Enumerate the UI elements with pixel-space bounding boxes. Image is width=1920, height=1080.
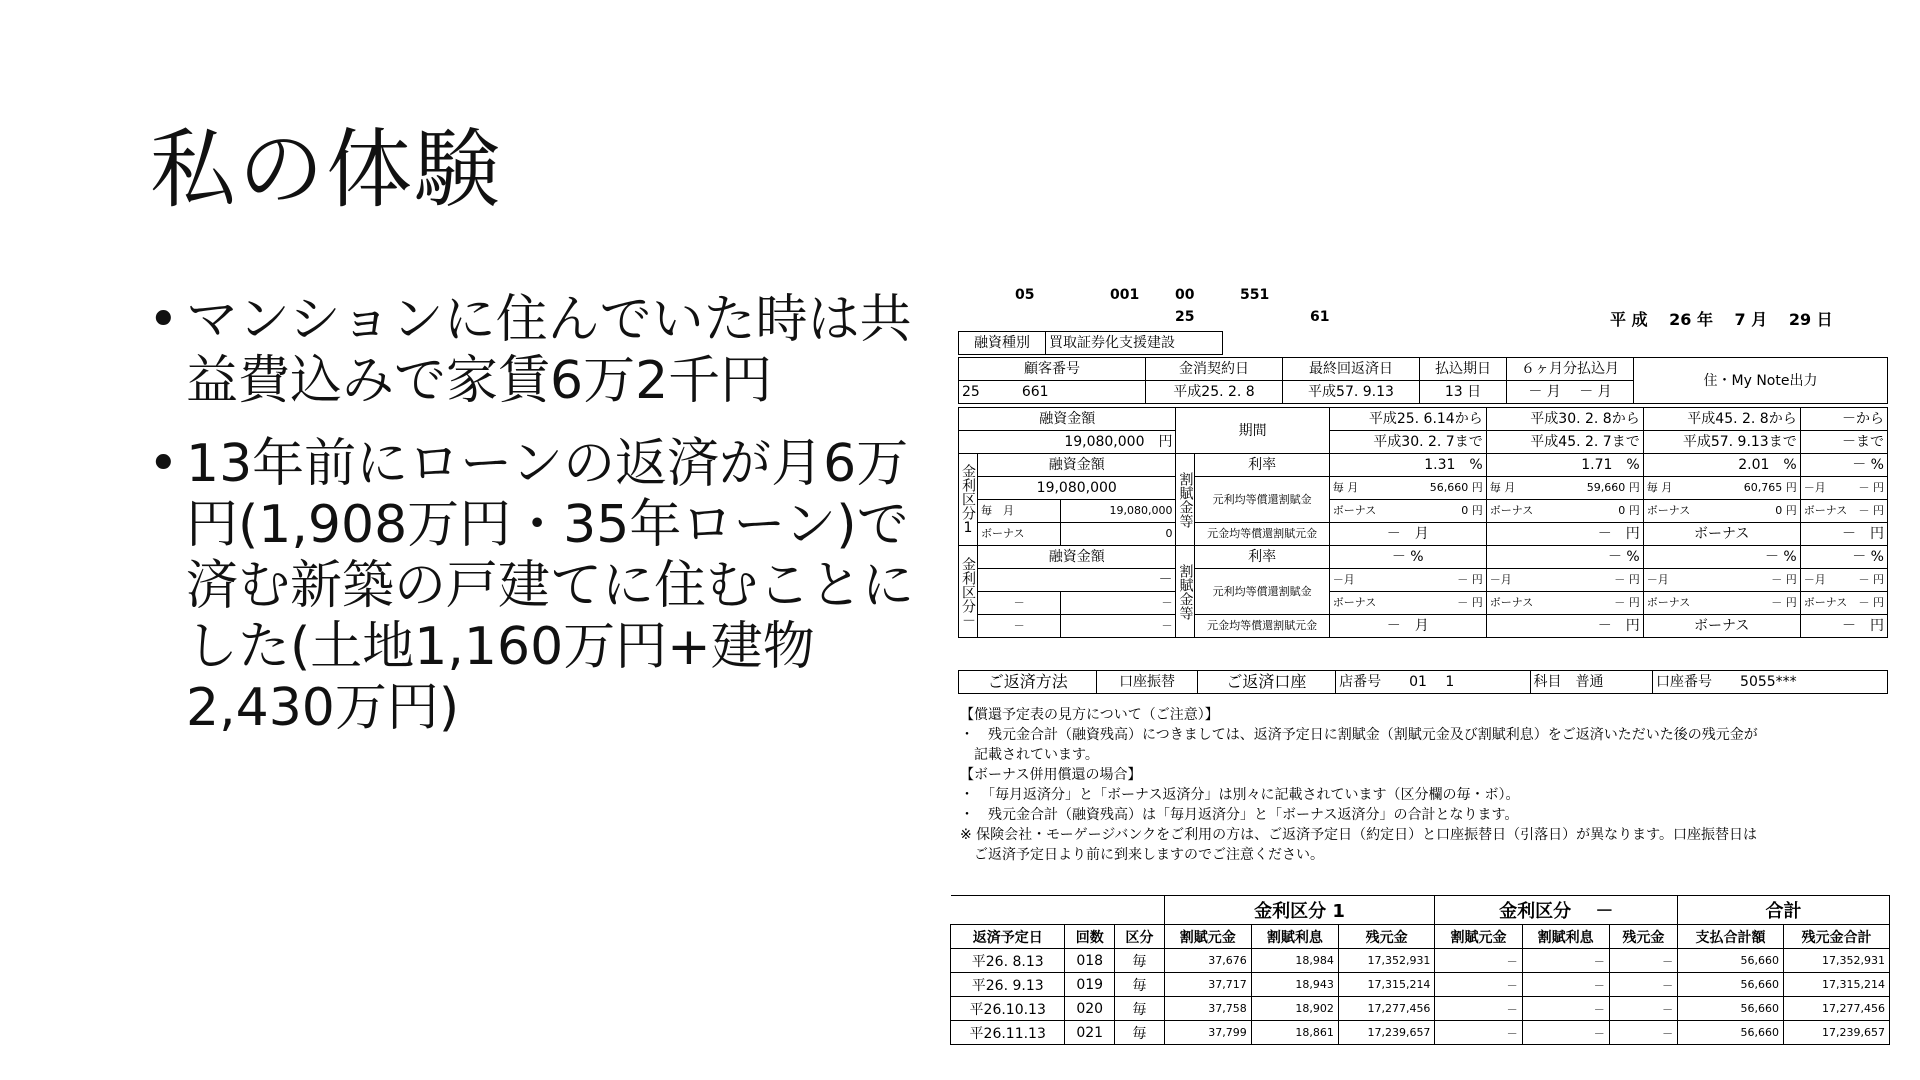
bullet-list — [148, 290, 928, 761]
schedule-count: 018 — [1065, 949, 1115, 973]
monthly-payment-1 — [1329, 477, 1486, 500]
schedule-empty-header — [951, 896, 1165, 925]
rate-1: 1.31 % — [1329, 454, 1486, 477]
schedule-cell: － — [1522, 997, 1609, 1021]
branch-cell — [1336, 671, 1530, 694]
repayment-method-table — [958, 670, 1888, 694]
schedule-column-header: 残元金 — [1609, 925, 1677, 949]
note-line: ・ 残元金合計（融資残高）は「毎月返済分」と「ボーナス返済分」の合計となります。 — [960, 807, 1519, 823]
period-4-from: －から — [1800, 408, 1887, 431]
doc-code: 00 — [1175, 287, 1195, 303]
rate-label: 利率 — [1195, 546, 1329, 569]
table-row — [951, 1021, 1890, 1045]
equal-payment-label: 元利均等償還割賦金 — [1195, 477, 1329, 523]
note-line: 記載されています。 — [960, 747, 1099, 763]
schedule-cell: 56,660 — [1678, 949, 1784, 973]
bonus-label: ボーナス — [1646, 504, 1691, 517]
monthly-value: － 円 — [1457, 573, 1483, 586]
monthly-label: 毎 月 — [978, 500, 1061, 523]
bonus-payment-cell — [1643, 592, 1800, 615]
bonus-value: 0 円 — [1461, 504, 1483, 517]
monthly-label: －月 — [1803, 481, 1826, 494]
slide-title: 私の体験 — [150, 120, 502, 220]
schedule-cell: 18,984 — [1251, 949, 1338, 973]
doc-code: 25 — [1175, 309, 1195, 325]
schedule-cell: － — [1609, 973, 1677, 997]
bonus-value: － 円 — [1457, 596, 1483, 609]
bonus-payment-cell — [1800, 592, 1887, 615]
monthly-payment-cell — [1800, 569, 1887, 592]
schedule-cell: 17,239,657 — [1338, 1021, 1435, 1045]
contract-header: 金消契約日 — [1146, 358, 1283, 381]
schedule-cell: 56,660 — [1678, 973, 1784, 997]
bonus-label: ボーナス — [1803, 504, 1848, 517]
bonus-value: 0 円 — [1775, 504, 1797, 517]
method-label: ご返済方法 — [959, 671, 1097, 694]
doc-code: 05 — [1015, 287, 1035, 303]
principal-label: 元金均等償還割賦元金 — [1195, 523, 1329, 546]
monthly-label: －月 — [1489, 573, 1512, 586]
schedule-cell: － — [1522, 973, 1609, 997]
schedule-column-header: 区分 — [1115, 925, 1165, 949]
bonus-value: － 円 — [1858, 504, 1884, 517]
rate-category-text: 金利区分 — [960, 556, 976, 613]
rate-category-number: － — [960, 612, 976, 627]
rate-category-label — [959, 454, 978, 546]
note-line: ・ 「毎月返済分」と「ボーナス返済分」は別々に記載されています（区分欄の毎・ボ）。 — [960, 787, 1520, 803]
bonus-payment-1 — [1329, 500, 1486, 523]
schedule-cell: 17,239,657 — [1784, 1021, 1890, 1045]
doc-code: 001 — [1110, 287, 1140, 303]
six-month: － 月 － 月 — [1507, 381, 1634, 404]
table-row — [951, 949, 1890, 973]
item-label: 科目 — [1533, 674, 1562, 690]
monthly-label: 毎 月 — [1646, 481, 1673, 494]
payday-header: 払込期日 — [1420, 358, 1507, 381]
rate-2: 1.71 % — [1486, 454, 1643, 477]
branch-label: 店番号 — [1339, 674, 1382, 690]
loan-type-label: 融資種別 — [959, 332, 1046, 355]
note-line: 【ボーナス併用償還の場合】 — [960, 767, 1142, 783]
monthly-payment-cell — [1643, 569, 1800, 592]
notes-block — [960, 705, 1890, 865]
schedule-date: 平26.10.13 — [951, 997, 1065, 1021]
schedule-cell: 37,717 — [1164, 973, 1251, 997]
output-label: 住・My Note出力 — [1634, 358, 1888, 404]
bonus-payment-4 — [1800, 500, 1887, 523]
schedule-cell: － — [1609, 1021, 1677, 1045]
bonus-value: － 円 — [1771, 596, 1797, 609]
loan-amount-label: 融資金額 — [978, 454, 1176, 477]
bonus-payment-cell — [1329, 592, 1486, 615]
table-row — [951, 973, 1890, 997]
schedule-cell: 17,277,456 — [1784, 997, 1890, 1021]
six-month-header: ６ヶ月分払込月 — [1507, 358, 1634, 381]
rate-cell: － % — [1329, 546, 1486, 569]
last-date: 平成57. 9.13 — [1283, 381, 1420, 404]
bonus-label: ボーナス — [1489, 504, 1534, 517]
schedule-date: 平26.11.13 — [951, 1021, 1065, 1045]
loan-amount-value: 19,080,000 — [978, 477, 1176, 500]
note-line: 【償還予定表の見方について（ご注意）】 — [960, 707, 1219, 723]
schedule-cell: － — [1435, 997, 1522, 1021]
monthly-label: －月 — [1803, 573, 1826, 586]
last-date-header: 最終回返済日 — [1283, 358, 1420, 381]
schedule-cell: 56,660 — [1678, 997, 1784, 1021]
principal-4: － 円 — [1800, 615, 1887, 638]
doc-code: 551 — [1240, 287, 1270, 303]
customer-number: 25 661 — [959, 381, 1146, 404]
principal-3: ボーナス — [1643, 523, 1800, 546]
schedule-column-header: 割賦元金 — [1435, 925, 1522, 949]
principal-label: 元金均等償還割賦元金 — [1195, 615, 1329, 638]
loan-details-table — [958, 357, 1888, 404]
monthly-payment-cell — [1329, 569, 1486, 592]
schedule-column-header: 割賦利息 — [1251, 925, 1338, 949]
schedule-cell: 18,902 — [1251, 997, 1338, 1021]
installment-label: 割賦金等 — [1176, 546, 1195, 638]
bonus-label: ボーナス — [1332, 504, 1377, 517]
principal-4: － 円 — [1800, 523, 1887, 546]
monthly-value: － 円 — [1858, 573, 1884, 586]
schedule-column-header: 残元金 — [1338, 925, 1435, 949]
schedule-cell: 18,943 — [1251, 973, 1338, 997]
monthly-payment-4 — [1800, 477, 1887, 500]
monthly-label: －月 — [1332, 573, 1355, 586]
schedule-cell: 17,315,214 — [1784, 973, 1890, 997]
schedule-type: 毎 — [1115, 1021, 1165, 1045]
schedule-cell: － — [1522, 949, 1609, 973]
bonus-value: － 円 — [1858, 596, 1884, 609]
rate-cell: － % — [1486, 546, 1643, 569]
schedule-cell: 17,315,214 — [1338, 973, 1435, 997]
loan-amount-label: 融資金額 — [978, 546, 1176, 569]
schedule-type: 毎 — [1115, 949, 1165, 973]
rate-category-label — [959, 546, 978, 638]
monthly-value: 60,765 円 — [1743, 481, 1797, 494]
item-value: 普通 — [1575, 674, 1604, 690]
principal-2: － 円 — [1486, 523, 1643, 546]
bonus-value: － 円 — [1614, 596, 1640, 609]
monthly-amount: 19,080,000 — [1061, 500, 1176, 523]
doc-code: 61 — [1310, 309, 1330, 325]
monthly-dash: － — [1061, 592, 1176, 615]
bonus-label: ボーナス — [1646, 596, 1691, 609]
rate-4: － % — [1800, 454, 1887, 477]
rate-label: 利率 — [1195, 454, 1329, 477]
payday: 13 日 — [1420, 381, 1507, 404]
item-cell — [1530, 671, 1653, 694]
schedule-cell: 37,676 — [1164, 949, 1251, 973]
schedule-cell: － — [1522, 1021, 1609, 1045]
monthly-label: 毎 月 — [1489, 481, 1516, 494]
loan-amount-total: 19,080,000 円 — [959, 431, 1176, 454]
loan-document-image — [950, 285, 1890, 1055]
installment-label: 割賦金等 — [1176, 454, 1195, 546]
schedule-column-header: 回数 — [1065, 925, 1115, 949]
schedule-date: 平26. 9.13 — [951, 973, 1065, 997]
schedule-type: 毎 — [1115, 997, 1165, 1021]
schedule-cell: 17,352,931 — [1338, 949, 1435, 973]
bullet-item: • 13年前にローンの返済が月6万円(1,908万円・35年ローン)で済む新築の戸建てに住むことにした(土地1,160万円+建物2,430万円) — [148, 434, 928, 739]
repayment-schedule-table — [950, 895, 1890, 1045]
monthly-value: 56,660 円 — [1429, 481, 1483, 494]
schedule-cell: 56,660 — [1678, 1021, 1784, 1045]
rate-3: 2.01 % — [1643, 454, 1800, 477]
schedule-count: 021 — [1065, 1021, 1115, 1045]
bonus-dash: － — [1061, 615, 1176, 638]
schedule-column-header: 返済予定日 — [951, 925, 1065, 949]
rate-category-text: 金利区分 — [960, 463, 976, 520]
doc-date: 平 成 26 年 7 月 29 日 — [1610, 310, 1833, 329]
bonus-dash: － — [978, 615, 1061, 638]
period-4-to: －まで — [1800, 431, 1887, 454]
rate-cell: － % — [1800, 546, 1887, 569]
loan-amount-label: 融資金額 — [959, 408, 1176, 431]
monthly-label: 毎 月 — [1332, 481, 1359, 494]
loan-type-value: 買取証券化支援建設 — [1046, 332, 1223, 355]
bullet-item: • マンションに住んでいた時は共益費込みで家賃6万2千円 — [148, 290, 928, 412]
customer-header: 顧客番号 — [959, 358, 1146, 381]
schedule-column-header: 割賦元金 — [1164, 925, 1251, 949]
period-2-to: 平成45. 2. 7まで — [1486, 431, 1643, 454]
schedule-cell: 17,352,931 — [1784, 949, 1890, 973]
bonus-payment-2 — [1486, 500, 1643, 523]
bonus-label: ボーナス — [978, 523, 1061, 546]
schedule-cell: － — [1435, 973, 1522, 997]
note-line: ご返済予定日より前に到来しますのでご注意ください。 — [960, 847, 1324, 863]
principal-1: － 月 — [1329, 615, 1486, 638]
schedule-column-header: 割賦利息 — [1522, 925, 1609, 949]
note-line: ・ 残元金合計（融資残高）につきましては、返済予定日に割賦金（割賦元金及び割賦利息）をご返済いただいた後の残元金が — [960, 727, 1758, 743]
schedule-cell: － — [1609, 949, 1677, 973]
period-label: 期間 — [1176, 408, 1329, 454]
schedule-cell: 17,277,456 — [1338, 997, 1435, 1021]
monthly-payment-cell — [1486, 569, 1643, 592]
bonus-value: 0 円 — [1618, 504, 1640, 517]
note-line: ※ 保険会社・モーゲージバンクをご利用の方は、ご返済予定日（約定日）と口座振替日（引落日）が異なります。口座振替日は — [960, 827, 1757, 843]
schedule-count: 019 — [1065, 973, 1115, 997]
period-1-from: 平成25. 6.14から — [1329, 408, 1486, 431]
schedule-cell: － — [1435, 949, 1522, 973]
group-2-header: 金利区分 － — [1435, 896, 1678, 925]
monthly-value: － 円 — [1771, 573, 1797, 586]
monthly-payment-3 — [1643, 477, 1800, 500]
schedule-cell: － — [1609, 997, 1677, 1021]
account-label: ご返済口座 — [1197, 671, 1335, 694]
method-value: 口座振替 — [1097, 671, 1197, 694]
schedule-cell: 37,799 — [1164, 1021, 1251, 1045]
monthly-label: －月 — [1646, 573, 1669, 586]
loan-amount-value: － — [978, 569, 1176, 592]
monthly-value: 59,660 円 — [1586, 481, 1640, 494]
period-3-from: 平成45. 2. 8から — [1643, 408, 1800, 431]
schedule-cell: 37,758 — [1164, 997, 1251, 1021]
group-1-header: 金利区分 1 — [1164, 896, 1435, 925]
schedule-type: 毎 — [1115, 973, 1165, 997]
schedule-count: 020 — [1065, 997, 1115, 1021]
branch-value: 01 1 — [1409, 674, 1455, 690]
monthly-dash: － — [978, 592, 1061, 615]
monthly-value: － 円 — [1858, 481, 1884, 494]
schedule-cell: － — [1435, 1021, 1522, 1045]
principal-2: － 円 — [1486, 615, 1643, 638]
bonus-label: ボーナス — [1332, 596, 1377, 609]
schedule-date: 平26. 8.13 — [951, 949, 1065, 973]
period-2-from: 平成30. 2. 8から — [1486, 408, 1643, 431]
monthly-value: － 円 — [1614, 573, 1640, 586]
loan-type-table — [958, 331, 1223, 355]
period-3-to: 平成57. 9.13まで — [1643, 431, 1800, 454]
total-header: 合計 — [1678, 896, 1890, 925]
account-number-value: 5055*** — [1740, 674, 1797, 690]
table-row — [951, 997, 1890, 1021]
rate-cell: － % — [1643, 546, 1800, 569]
rate-category-number: 1 — [960, 519, 976, 536]
principal-1: － 月 — [1329, 523, 1486, 546]
account-number-cell — [1653, 671, 1888, 694]
bonus-label: ボーナス — [1489, 596, 1534, 609]
bonus-label: ボーナス — [1803, 596, 1848, 609]
rate-table — [958, 407, 1888, 638]
schedule-cell: 18,861 — [1251, 1021, 1338, 1045]
bonus-payment-3 — [1643, 500, 1800, 523]
equal-payment-label: 元利均等償還割賦金 — [1195, 569, 1329, 615]
bonus-amount: 0 — [1061, 523, 1176, 546]
contract-date: 平成25. 2. 8 — [1146, 381, 1283, 404]
bonus-payment-cell — [1486, 592, 1643, 615]
monthly-payment-2 — [1486, 477, 1643, 500]
schedule-column-header: 支払合計額 — [1678, 925, 1784, 949]
schedule-column-header: 残元金合計 — [1784, 925, 1890, 949]
account-number-label: 口座番号 — [1656, 674, 1713, 690]
period-1-to: 平成30. 2. 7まで — [1329, 431, 1486, 454]
principal-3: ボーナス — [1643, 615, 1800, 638]
